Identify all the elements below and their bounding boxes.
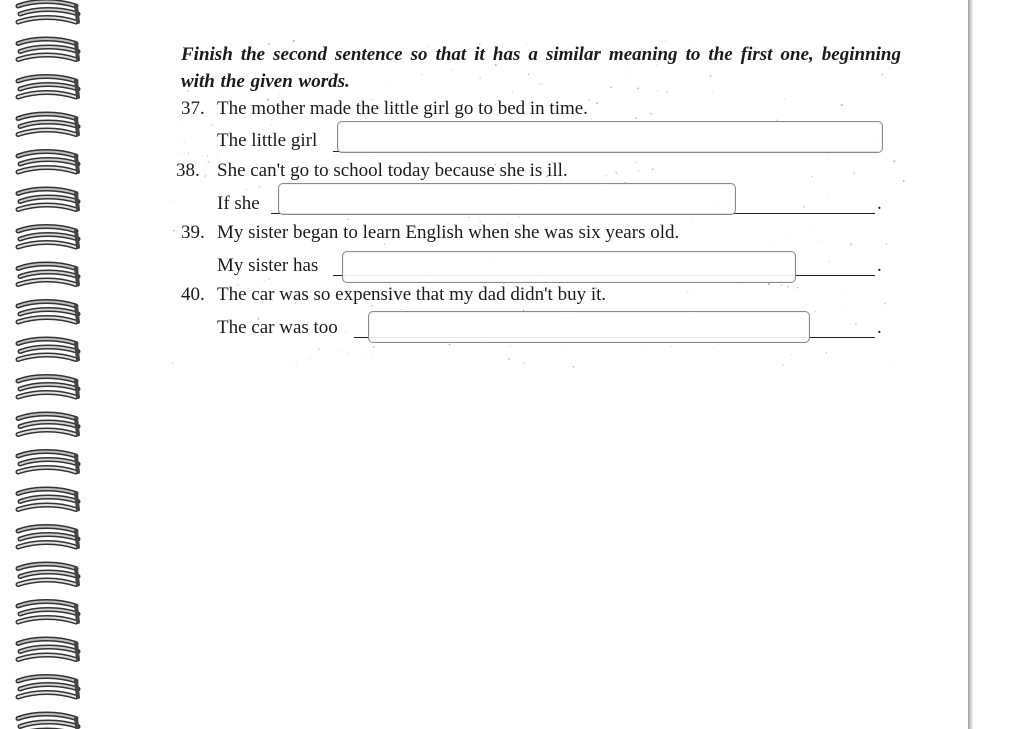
speck [606,175,607,176]
speck [211,124,212,125]
question-sentence: She can't go to school today because she is ill. [217,160,568,181]
spiral-ring [18,77,78,98]
speck [827,153,828,154]
speck [635,117,637,119]
speck [487,343,488,344]
speck [172,362,173,363]
speck [295,365,296,366]
spiral-ring [18,189,78,210]
speck [268,278,269,279]
speck [828,193,829,194]
speck [893,364,894,365]
spiral-ring [18,527,78,548]
speck [509,346,511,348]
speck [772,242,773,243]
speck [169,200,170,201]
speck [894,160,896,162]
question-40 [181,284,606,306]
speck [826,352,827,353]
speck [335,155,336,156]
speck [258,186,260,188]
speck [891,98,892,99]
speck [881,240,882,241]
speck [449,344,451,346]
speck [896,192,897,193]
question-number: 40. [181,284,205,305]
answer-input-37[interactable] [337,121,883,153]
speck [855,323,857,325]
speck [886,334,887,335]
speck [829,261,830,262]
page-edge [968,0,973,729]
answer-prompt-37: The little girl [217,130,318,151]
spiral-ring [18,152,78,173]
speck [523,362,525,364]
speck [217,157,218,158]
speck [518,216,520,218]
speck [430,155,431,156]
speck [646,350,647,351]
speck [841,104,843,106]
speck [263,280,265,282]
answer-prompt-40: The car was too [217,317,338,338]
speck [638,170,640,172]
speck [791,354,792,355]
question-sentence: My sister began to learn English when she was six years old. [217,222,680,243]
question-number: 39. [181,222,205,243]
speck [886,243,887,244]
speck [815,311,816,312]
speck [348,353,349,354]
speck [903,180,905,182]
speck [808,227,809,228]
spiral-ring [18,2,78,23]
exercise-instruction: Finish the second sentence so that it has a similar meaning to the first one, beginning with the given words. [181,44,901,92]
spiral-ring [18,339,78,360]
speck [560,351,561,352]
speck [621,166,622,167]
speck [508,358,510,360]
speck [670,346,671,347]
speck [873,289,874,290]
speck [371,356,372,357]
speck [468,217,469,218]
speck [768,283,770,285]
speck [346,331,347,332]
speck [188,153,189,154]
spiral-binding [14,0,86,729]
speck [889,134,890,135]
speck [853,172,855,174]
spiral-ring [18,677,78,698]
speck [309,357,310,358]
speck [180,121,181,122]
speck [840,304,841,305]
speck [884,303,886,305]
speck [178,152,180,154]
answer-input-40[interactable] [368,311,810,343]
sentence-end-mark: . [877,193,882,214]
question-number: 38. [176,160,200,181]
speck [842,288,843,289]
speck [764,176,765,177]
speck [784,98,785,99]
speck [367,355,368,356]
question-sentence: The car was so expensive that my dad didn't buy it. [217,284,607,305]
spiral-ring [18,639,78,660]
speck [373,346,375,348]
speck [822,240,823,241]
speck [184,152,185,153]
answer-prompt-39: My sister has [217,255,319,276]
speck [784,238,785,239]
speck [271,124,273,126]
sentence-end-mark: . [877,255,882,276]
speck [173,230,175,232]
speck [650,113,652,115]
spiral-ring [18,302,78,323]
speck [687,292,688,293]
exercise-content [176,41,901,338]
speck [246,189,248,191]
speck [425,248,426,249]
speck [831,227,832,228]
spiral-ring [18,564,78,585]
spiral-ring [18,414,78,435]
spiral-ring [18,114,78,135]
spiral-ring [18,714,78,729]
speck [573,366,574,367]
speck [596,102,598,104]
speck [781,285,782,286]
speck [388,369,389,370]
spiral-ring [18,489,78,510]
spiral-ring [18,264,78,285]
speck [347,219,349,221]
speck [338,351,339,352]
question-sentence: The mother made the little girl go to bed in time. [217,98,588,119]
speck [850,244,852,246]
spiral-ring [18,227,78,248]
speck [318,349,319,350]
speck [652,168,654,170]
speck [797,287,798,288]
speck [588,100,590,102]
sentence-end-mark: . [877,317,882,338]
speck [787,286,789,288]
answer-prompt-38: If she [217,193,260,214]
speck [207,156,208,157]
speck [803,206,805,208]
speck [183,141,184,142]
speck [782,364,784,366]
speck [478,218,479,219]
speck [374,156,375,157]
speck [636,162,637,163]
spiral-ring [18,452,78,473]
spiral-ring [18,377,78,398]
speck [713,347,714,348]
spiral-ring [18,602,78,623]
question-37 [181,98,588,120]
question-38 [176,160,568,182]
answer-input-38[interactable] [278,183,736,215]
question-39 [181,222,679,244]
speck [615,172,617,174]
answer-input-39[interactable] [342,251,796,283]
speck [691,217,692,218]
spiral-ring [18,39,78,60]
question-number: 37. [181,98,205,119]
speck [811,176,812,177]
